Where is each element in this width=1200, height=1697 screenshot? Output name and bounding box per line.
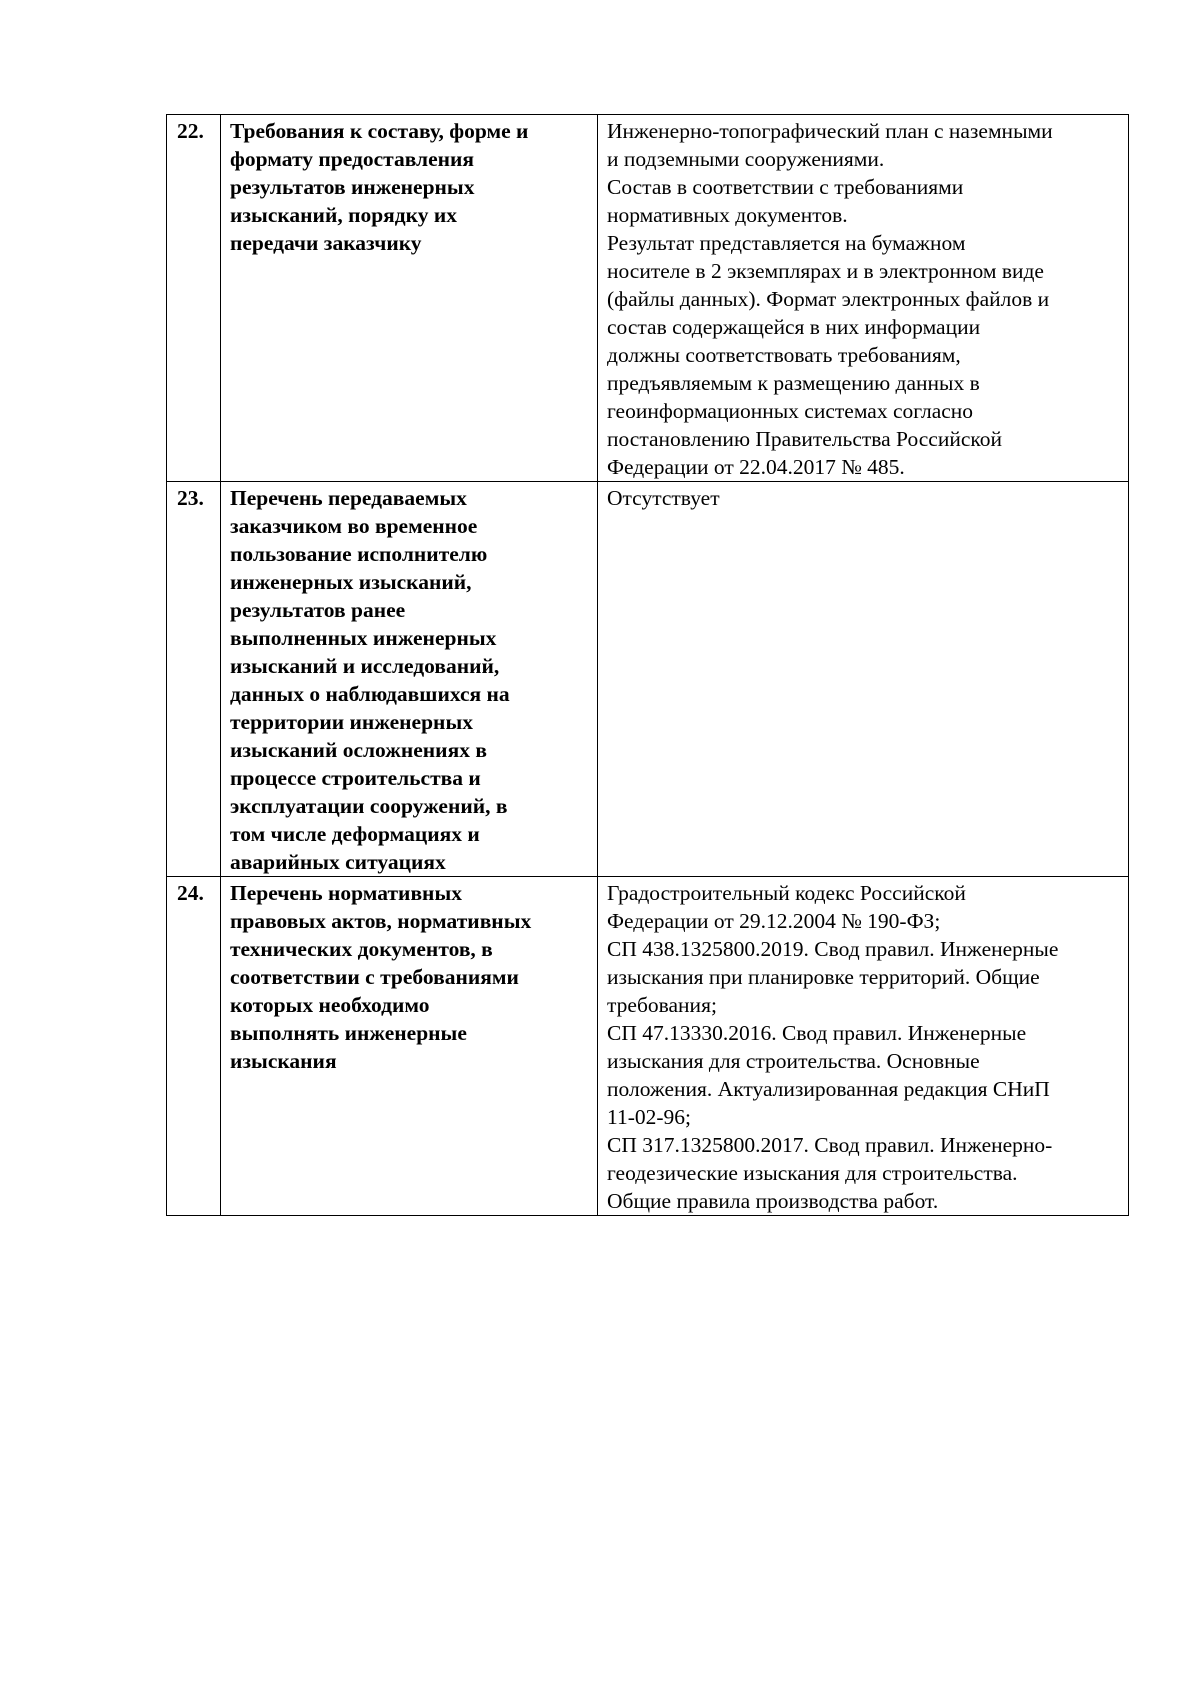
- requirement-line: соответствии с требованиями: [230, 965, 519, 989]
- table-row: [167, 115, 1129, 482]
- value-line: положения. Актуализированная редакция СНиП: [607, 1077, 1050, 1101]
- value-line: состав содержащейся в них информации: [607, 315, 981, 339]
- requirements-table: [166, 114, 1129, 1216]
- row-number: 23.: [167, 482, 221, 877]
- requirement-line: Перечень нормативных: [230, 881, 462, 905]
- value-line: Отсутствует: [607, 486, 720, 510]
- value-line: и подземными сооружениями.: [607, 147, 885, 171]
- value-line: носителе в 2 экземплярах и в электронном виде: [607, 259, 1044, 283]
- value-cell: [598, 877, 1129, 1216]
- requirement-line: изысканий, порядку их: [230, 203, 458, 227]
- value-line: изыскания при планировке территорий. Общие: [607, 965, 1040, 989]
- value-line: изыскания для строительства. Основные: [607, 1049, 980, 1073]
- requirement-line: формату предоставления: [230, 147, 475, 171]
- requirement-line: данных о наблюдавшихся на: [230, 682, 510, 706]
- requirement-line: результатов ранее: [230, 598, 406, 622]
- row-number: 24.: [167, 877, 221, 1216]
- requirement-line: аварийных ситуациях: [230, 850, 446, 874]
- requirement-line: результатов инженерных: [230, 175, 475, 199]
- value-line: должны соответствовать требованиям,: [607, 343, 961, 367]
- value-line: Инженерно-топографический план с наземными: [607, 119, 1053, 143]
- row-number: 22.: [167, 115, 221, 482]
- requirement-line: заказчиком во временное: [230, 514, 478, 538]
- value-line: Состав в соответствии с требованиями: [607, 175, 964, 199]
- requirement-line: выполнять инженерные: [230, 1021, 467, 1045]
- value-line: Общие правила производства работ.: [607, 1189, 939, 1213]
- requirement-line: выполненных инженерных: [230, 626, 497, 650]
- value-line: геоинформационных системах согласно: [607, 399, 974, 423]
- value-line: Градостроительный кодекс Российской: [607, 881, 966, 905]
- value-line: нормативных документов.: [607, 203, 848, 227]
- requirement-line: Требования к составу, форме и: [230, 119, 529, 143]
- requirement-line: изысканий осложнениях в: [230, 738, 487, 762]
- requirement-line: передачи заказчику: [230, 231, 422, 255]
- table-row: [167, 877, 1129, 1216]
- value-line: СП 438.1325800.2019. Свод правил. Инженерные: [607, 937, 1059, 961]
- requirement-line: технических документов, в: [230, 937, 493, 961]
- value-cell: [598, 115, 1129, 482]
- requirement-cell: [221, 115, 598, 482]
- value-line: геодезические изыскания для строительства.: [607, 1161, 1018, 1185]
- requirement-cell: [221, 877, 598, 1216]
- requirement-line: правовых актов, нормативных: [230, 909, 532, 933]
- table-body: [167, 115, 1129, 1216]
- requirement-line: изыскания: [230, 1049, 337, 1073]
- requirement-line: территории инженерных: [230, 710, 473, 734]
- value-line: (файлы данных). Формат электронных файлов и: [607, 287, 1050, 311]
- requirement-line: изысканий и исследований,: [230, 654, 500, 678]
- value-cell: [598, 482, 1129, 877]
- requirement-cell: [221, 482, 598, 877]
- requirement-line: инженерных изысканий,: [230, 570, 472, 594]
- requirement-line: Перечень передаваемых: [230, 486, 467, 510]
- value-line: предъявляемым к размещению данных в: [607, 371, 980, 395]
- requirement-line: том числе деформациях и: [230, 822, 480, 846]
- value-line: Федерации от 22.04.2017 № 485.: [607, 455, 905, 479]
- value-line: СП 317.1325800.2017. Свод правил. Инженерно-: [607, 1133, 1053, 1157]
- value-line: СП 47.13330.2016. Свод правил. Инженерные: [607, 1021, 1027, 1045]
- value-line: требования;: [607, 993, 717, 1017]
- requirement-line: процессе строительства и: [230, 766, 481, 790]
- requirement-line: пользование исполнителю: [230, 542, 488, 566]
- requirement-line: эксплуатации сооружений, в: [230, 794, 508, 818]
- value-line: Федерации от 29.12.2004 № 190-ФЗ;: [607, 909, 941, 933]
- requirement-line: которых необходимо: [230, 993, 430, 1017]
- table-row: [167, 482, 1129, 877]
- value-line: постановлению Правительства Российской: [607, 427, 1003, 451]
- value-line: 11-02-96;: [607, 1105, 691, 1129]
- value-line: Результат представляется на бумажном: [607, 231, 966, 255]
